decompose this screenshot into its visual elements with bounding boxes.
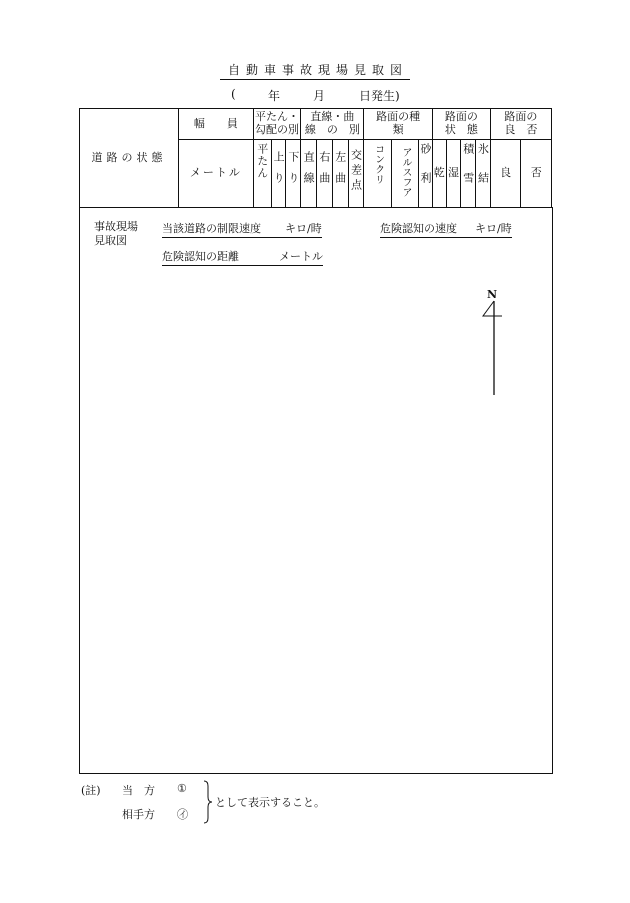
option-uphill <box>271 140 286 208</box>
option-ice-label: 氷結 <box>476 142 490 201</box>
danger-speed-label: 危険認知の速度 <box>380 222 457 235</box>
surface-state-header-cell <box>432 109 490 140</box>
note-brace-icon <box>202 780 214 824</box>
option-snow <box>461 140 476 208</box>
option-dry <box>432 140 446 208</box>
option-downhill <box>286 140 301 208</box>
surface-type-header-line1: 路面の種 <box>376 110 421 124</box>
option-concrete-label: コンクリ <box>372 143 384 184</box>
width-header-cell <box>179 109 254 140</box>
grade-header-cell <box>253 109 300 140</box>
option-good-label: 良 <box>500 166 512 180</box>
width-header: 幅 員 <box>193 116 238 130</box>
surface-quality-header-line2: 良 否 <box>504 123 538 136</box>
option-left-curve <box>332 140 348 208</box>
danger-distance-label: 危険認知の距離 <box>162 250 239 263</box>
option-snow-label: 積雪 <box>461 142 475 201</box>
option-concrete <box>364 140 391 208</box>
option-good <box>490 140 521 208</box>
curve-header-cell <box>301 109 364 140</box>
note-party-other: 相手方 <box>122 808 155 821</box>
option-asphalt-label: アルスフア <box>400 146 411 197</box>
option-wet <box>446 140 461 208</box>
option-intersection-label: 交差点 <box>349 149 363 195</box>
danger-speed-unit: キロ/時 <box>475 222 512 235</box>
surface-state-header-line1: 路面の <box>444 110 478 124</box>
option-dry-label: 乾 <box>433 166 445 180</box>
form-title <box>0 61 630 78</box>
grade-header-line2: 勾配の別 <box>255 123 300 136</box>
note-party-self: 当 方 <box>122 784 155 797</box>
width-unit: メートル <box>189 166 242 180</box>
note-party-other-mark: ㋑ <box>177 808 188 821</box>
option-straight-label: 直線 <box>302 150 316 193</box>
note-party-self-mark: ① <box>177 782 187 795</box>
option-downhill-label: 下り <box>286 150 300 193</box>
danger-distance-unit: メートル <box>279 250 323 263</box>
speed-limit-label: 当該道路の制限速度 <box>162 222 261 235</box>
option-left-curve-label: 左曲 <box>333 150 347 193</box>
surface-quality-header-cell <box>490 109 551 140</box>
date-month-label: 月 <box>313 89 326 103</box>
surface-type-header-line2: 類 <box>392 123 404 136</box>
north-label: N <box>486 288 498 301</box>
surface-type-header-cell <box>364 109 432 140</box>
option-wet-label: 湿 <box>447 166 459 180</box>
curve-header-line2: 線 の 別 <box>304 123 360 136</box>
diagram-label <box>94 220 138 248</box>
option-bad <box>521 140 552 208</box>
option-gravel-label: 砂利 <box>419 142 433 201</box>
accident-diagram-area[interactable] <box>79 207 553 774</box>
option-bad-label: 否 <box>530 166 542 180</box>
option-straight <box>301 140 317 208</box>
road-state-label: 道路の状態 <box>91 150 167 164</box>
option-flat-label: 平たん <box>255 142 269 179</box>
diagram-label-line1: 事故現場 <box>94 220 138 233</box>
surface-state-header-line2: 状 態 <box>444 123 478 136</box>
speed-limit-field[interactable] <box>162 220 322 238</box>
option-ice <box>476 140 491 208</box>
speed-limit-unit: キロ/時 <box>285 222 322 235</box>
surface-quality-header-line1: 路面の <box>504 110 538 124</box>
road-state-label-cell <box>80 109 179 208</box>
road-condition-table <box>79 108 552 208</box>
option-intersection <box>348 140 364 208</box>
diagram-label-line2: 見取図 <box>94 234 127 247</box>
curve-header-line1: 直線・曲 <box>310 110 355 124</box>
north-arrow-icon <box>478 287 508 397</box>
option-right-curve <box>317 140 333 208</box>
note-prefix: (註) <box>81 784 101 797</box>
form-title-text: 自動車事故現場見取図 <box>220 63 410 80</box>
date-open-paren: ( <box>231 87 236 101</box>
date-year-label: 年 <box>268 89 281 103</box>
note-instruction: として表示すること。 <box>215 796 325 809</box>
danger-speed-field[interactable] <box>380 220 512 238</box>
danger-distance-field[interactable] <box>162 248 323 266</box>
option-asphalt <box>391 140 418 208</box>
date-day-label: 日発生) <box>359 89 400 103</box>
grade-header-line1: 平たん・ <box>255 110 300 124</box>
option-uphill-label: 上り <box>272 150 286 193</box>
width-unit-cell <box>179 140 254 208</box>
option-right-curve-label: 右曲 <box>317 150 331 193</box>
option-flat <box>253 140 271 208</box>
option-gravel <box>419 140 433 208</box>
